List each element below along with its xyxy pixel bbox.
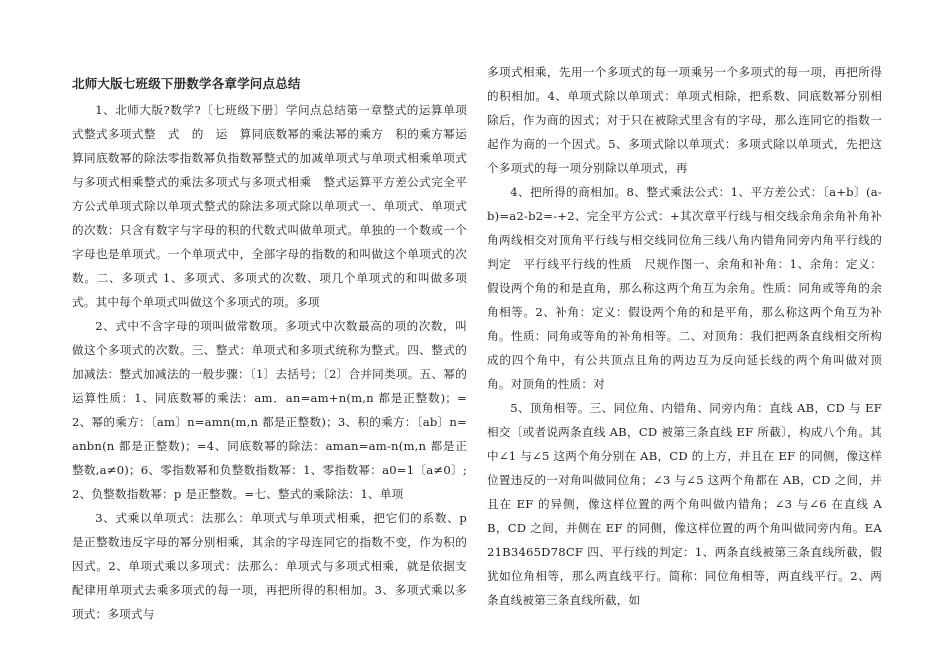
paragraph: 3、式乘以单项式：法那么：单项式与单项式相乘，把它们的系数、p 是正整数违反字母的幂分别相乘，其余的字母连同它的指数不变，作为积的因式。2、单项式乘以多项式：法那么：单项式与多项式相乘，就是依据支配律用单项式去乘多项式的每一项，再把所得的积相加。3、多项式乘以多项式：多项式与 — [72, 511, 467, 621]
document-title: 北师大版七班级下册数学各章学问点总结 — [72, 76, 301, 91]
left-column — [72, 72, 467, 626]
paragraph: 4、把所得的商相加。8、整式乘法公式：1、平方差公式：〔a+b〕(a-b)=a2-b2=-+2、完全平方公式：+其次章平行线与相交线余角余角补角补角两线相交对顶角平行线与相交线同位角三线八角内错角同旁内角平行线的判定 平行线平行线的性质 尺规作图一、余角和补角：1、余角：定义：假设两个角的和是直角，那么称这两个角互为余角。性质：同角或等角的余角相等。2、补角：定义：假设两个角的和是平角，那么称这两个角互为补角。性质：同角或等角的补角相等。二、对顶角：我们把两条直线相交所构成的四个角中，有公共顶点且角的两边互为反向延长线的两个角叫做对顶角。对顶角的性质：对 — [487, 185, 882, 391]
paragraph: 多项式相乘，先用一个多项式的每一项乘另一个多项式的每一项，再把所得的积相加。4、单项式除以单项式：单项式相除，把系数、同底数幂分别相除后，作为商的因式；对于只在被除式里含有的字母，那么连同它的指数一起作为商的一个因式。5、多项式除以单项式：多项式除以单项式，先把这个多项式的每一项分别除以单项式，再 — [487, 65, 882, 175]
paragraph: 1、北师大版?数学?〔七班级下册〕学问点总结第一章整式的运算单项式整式多项式整 式 的 运 算同底数幂的乘法幂的乘方 积的乘方幂运算同底数幂的除法零指数幂负指数幂整式的加减单项式与单项式相乘单项式与多项式相乘整式的乘法多项式与多项式相乘 整式运算平方差公式完全平方公式单项式除以单项式整式的除法多项式除以单项式一、单项式、单项式的次数：只含有数字与字母的积的代数式叫做单项式。单独的一个数或一个字母也是单项式。一个单项式中，全部字母的指数的和叫做这个单项式的次数。二、多项式 1、多项式、多项式的次数、项几个单项式的和叫做多项式。其中每个单项式叫做这个多项式的项。多项 — [72, 103, 467, 309]
paragraph: 2、式中不含字母的项叫做常数项。多项式中次数最高的项的次数，叫做这个多项式的次数。三、整式：单项式和多项式统称为整式。四、整式的加减法：整式加减法的一般步骤：〔1〕去括号；〔2〕合并同类项。五、幂的运算性质：1、同底数幂的乘法：am．an=am+n(m,n 都是正整数)；=2、幂的乘方：〔am〕n=amn(m,n 都是正整数)；3、积的乘方：〔ab〕n=anbn(n 都是正整数)；=4、同底数幂的除法：aman=am-n(m,n 都是正整数,a≠0)；6、零指数幂和负整数指数幂：1、零指数幂：a0=1〔a≠0〕;2、负整数指数幂：p 是正整数。=七、整式的乘除法：1、单项 — [72, 319, 467, 501]
paragraph: 5、顶角相等。三、同位角、内错角、同旁内角：直线 AB，CD 与 EF 相交〔或者说两条直线 AB，CD 被第三条直线 EF 所截〕，构成八个角。其中∠1 与∠5 这两个角分别在 AB，CD 的上方，并且在 EF 的同侧，像这样位置违反的一对角叫做同位角；∠3 与∠5 这两个角都在 AB，CD 之间，并且在 EF 的异侧，像这样位置的两个角叫做内错角；∠3 与∠6 在直线 AB，CD 之间，并侧在 EF 的同侧，像这样位置的两个角叫做同旁内角。EA21B3465D78CF 四、平行线的判定：1、两条直线被第三条直线所截，假犹如位角相等，那么两直线平行。简称：同位角相等，两直线平行。2、两条直线被第三条直线所截，如 — [487, 401, 882, 607]
right-column — [487, 60, 882, 612]
